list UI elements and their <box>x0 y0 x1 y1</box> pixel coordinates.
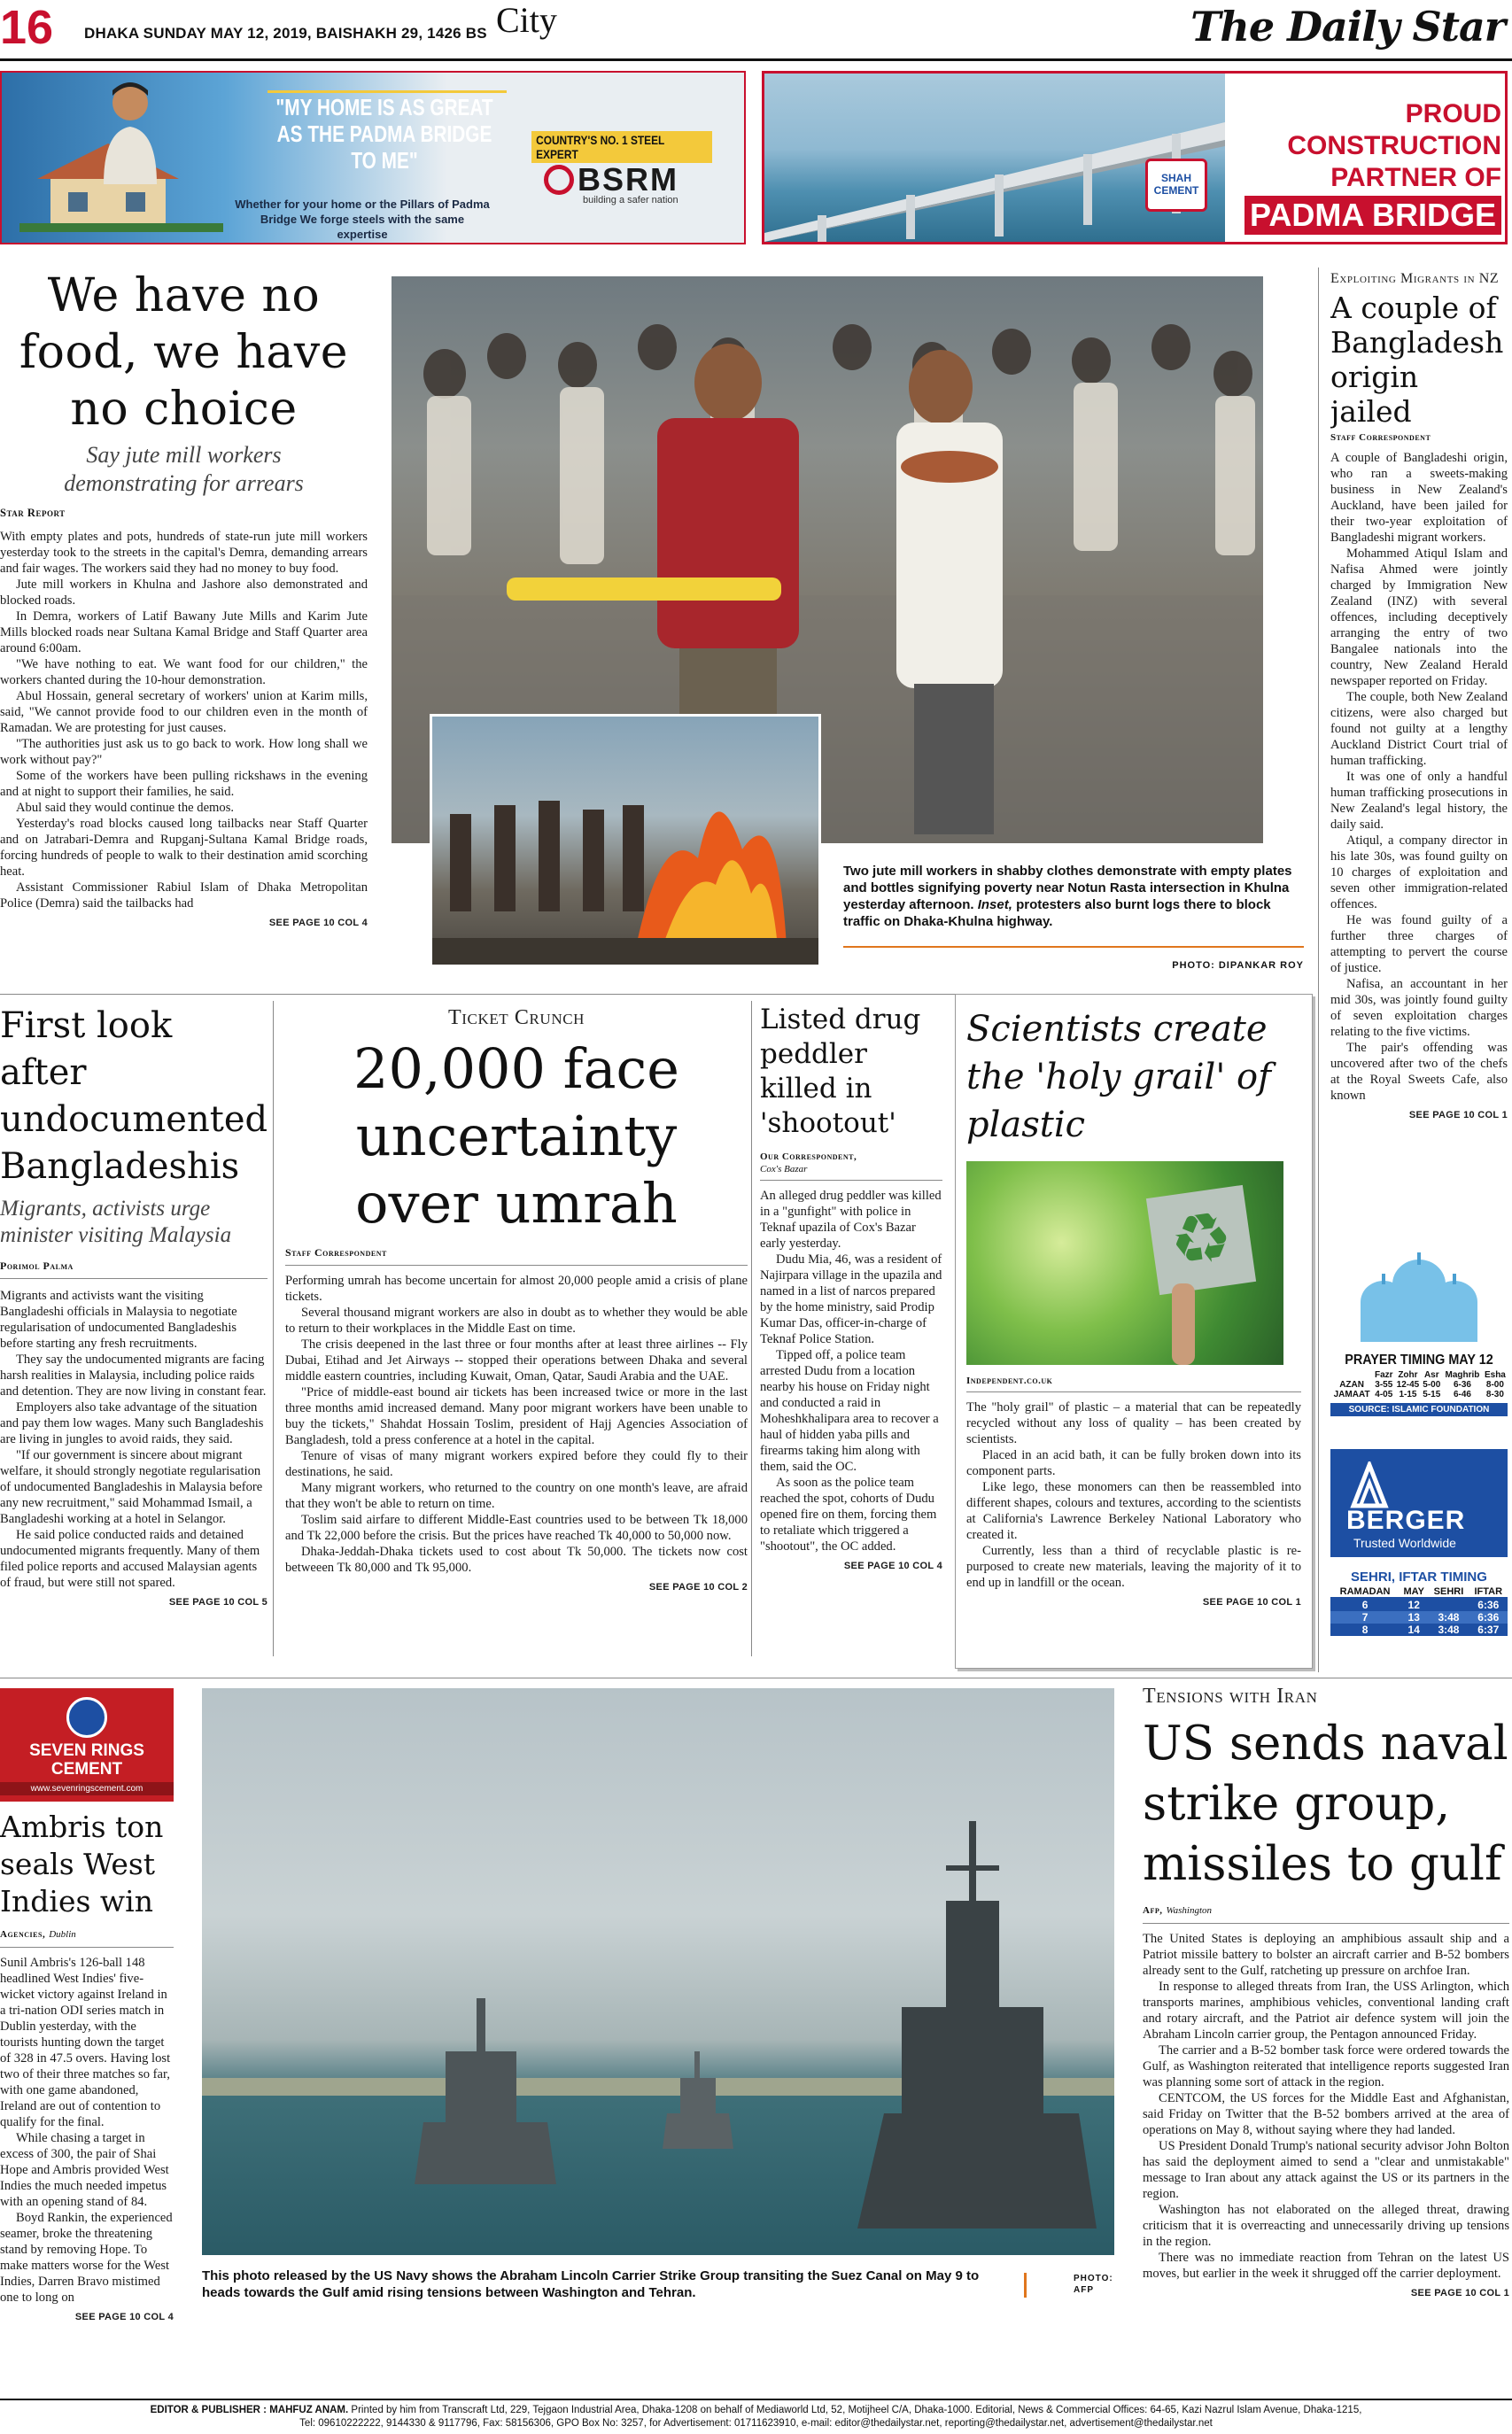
ad-person <box>99 78 161 184</box>
berger-advertisement[interactable] <box>1330 1449 1508 1557</box>
paragraph: As soon as the police team reached the spot, cohorts of Dudu opened fire on them, forcing them to retaliate which triggered a "shootout", the OC added. <box>760 1476 937 1554</box>
footer-rule <box>0 2399 1512 2400</box>
paragraph: The carrier and a B-52 bomber task force were ordered towards the Gulf, as Washington reiterated that intelligence reports suggested Iran was planning some sort of attack in the region. <box>1143 2043 1509 2089</box>
prayer-row <box>1330 1380 1508 1390</box>
prayer-header: Fazr <box>1375 1370 1393 1380</box>
paragraph: Placed in an acid bath, it can be fully broken down into its component parts. <box>966 1448 1301 1478</box>
body-drug <box>760 1188 942 1574</box>
caption-jute-lead: Two jute mill workers in shabby clothes demonstrate with empty plates and bottles signifying poverty near Notun Rasta intersection in Khulna yesterday afternoon. <box>843 864 1292 912</box>
article-umrah <box>285 1003 748 1667</box>
prayer-cell: AZAN <box>1339 1380 1364 1390</box>
shah-text-block <box>1232 98 1501 235</box>
see-page-malaysia: SEE PAGE 10 COL 5 <box>168 1597 268 1608</box>
prayer-header <box>1330 1370 1373 1380</box>
imprint-line-2: Tel: 09610222222, 9144330 & 9117796, Fax: 58156306, GPO Box No: 3257, for Advertisement: 01711623910, e-mail: editor@thedailystar.net, reporting@thedailystar.net, advertisement@thedailystar.net <box>299 2418 1213 2429</box>
shah-cement-advertisement[interactable] <box>762 71 1508 244</box>
sehri-cell: 6:37 <box>1477 1624 1500 1636</box>
paragraph: Tenure of visas of many migrant workers expired before they could fly to their destinations, he said. <box>285 1449 748 1479</box>
shah-line-3: PARTNER OF <box>1330 163 1501 192</box>
sehri-header-row <box>1330 1586 1508 1598</box>
paragraph: Assistant Commissioner Rabiul Islam of Dhaka Metropolitan Police (Demra) said the tailbacks had <box>0 880 368 911</box>
prayer-header: Maghrib <box>1445 1370 1480 1380</box>
see-page-umrah: SEE PAGE 10 COL 2 <box>648 1582 748 1593</box>
seven-rings-name: SEVEN RINGS CEMENT <box>29 1741 144 1779</box>
byline-rule <box>0 1278 268 1279</box>
berger-name: BERGER <box>1346 1506 1466 1535</box>
sehri-cell: 7 <box>1361 1611 1369 1624</box>
prayer-cell: 6-46 <box>1453 1390 1471 1399</box>
byline-rule <box>1143 1923 1509 1924</box>
seven-rings-advertisement[interactable] <box>0 1688 174 1802</box>
prayer-cell: JAMAAT <box>1333 1390 1370 1399</box>
bsrm-brand-name: BSRM <box>578 161 678 198</box>
paragraph: The couple, both New Zealand citizens, were also charged but found not guilty at a lengthy Auckland District Court trial of human trafficking. <box>1330 690 1508 768</box>
paragraph: Yesterday's road blocks caused long tailbacks near Staff Quarter and on Jatrabari-Demra and Rupganj-Sultana Kamal Bridge roads, forcing hundreds of people to walk to their destination amid scorching heat. <box>0 817 368 879</box>
inset-photo-burning-logs <box>430 714 821 967</box>
byline-cricket <box>0 1926 174 1942</box>
column-rule <box>273 1001 274 1656</box>
article-malaysia <box>0 1003 268 1667</box>
column-rule <box>751 1001 752 1656</box>
paragraph: In Demra, workers of Latif Bawany Jute Mills and Karim Jute Mills blocked roads near Sultana Kamal Bridge and Staff Quarter area around 6:00am. <box>0 609 368 655</box>
paragraph: A couple of Bangladeshi origin, who ran a sweets-making business in New Zealand's Auckland, have been jailed for their two-year exploitation of Bangladeshi migrant workers. <box>1330 451 1508 545</box>
prayer-cell: 1-15 <box>1399 1390 1417 1399</box>
prayer-table <box>1330 1370 1508 1399</box>
see-page-cricket: SEE PAGE 10 COL 4 <box>74 2312 174 2322</box>
sehri-table <box>1330 1586 1508 1636</box>
prayer-timing-box <box>1330 1249 1508 1448</box>
byline-iran-name: Afp, <box>1143 1905 1163 1916</box>
paragraph: He was found guilty of a further three charges of attempting to pervert the course of justice. <box>1330 913 1508 975</box>
sehri-header: IFTAR <box>1474 1586 1503 1597</box>
paragraph: Mohammed Atiqul Islam and Nafisa Ahmed were jointly charged by Immigration New Zealand (INZ) with several offences, including deceptively arranging the entry of two Bangalee nationals into the country, New Zealand Herald newspaper reported on Friday. <box>1330 546 1508 688</box>
body-jute <box>0 529 368 931</box>
shah-highlight: PADMA BRIDGE <box>1244 196 1501 235</box>
body-malaysia <box>0 1288 268 1610</box>
byline-cricket-name: Agencies, <box>0 1929 46 1940</box>
hand-graphic <box>1172 1283 1195 1365</box>
shah-line-1: PROUD <box>1405 99 1501 128</box>
photo-recycling-hand <box>966 1161 1283 1365</box>
recycling-card <box>1146 1185 1256 1295</box>
sehri-cell <box>1428 1598 1469 1611</box>
sehri-header: RAMADAN <box>1339 1586 1391 1597</box>
prayer-header-row <box>1330 1370 1508 1380</box>
column-rule <box>1318 267 1319 1672</box>
paragraph: It was one of only a handful human trafficking prosecutions in New Zealand's legal history, the daily said. <box>1330 770 1508 832</box>
byline-iran-place: Washington <box>1166 1905 1213 1916</box>
see-page-iran: SEE PAGE 10 COL 1 <box>1410 2288 1509 2298</box>
byline-rule <box>0 1947 174 1948</box>
prayer-cell: 5-15 <box>1423 1390 1441 1399</box>
subhead-jute: Say jute mill workers demonstrating for arrears <box>64 442 304 496</box>
paragraph: He said police conducted raids and detained undocumented migrants frequently. Many of them filed police reports and accused Malaysian agents of fraud, but were still not spared. <box>0 1528 260 1590</box>
caption-navy <box>202 2267 1017 2312</box>
article-nz <box>1330 271 1508 1228</box>
body-plastic <box>966 1399 1301 1610</box>
imprint-editor: EDITOR & PUBLISHER : MAHFUZ ANAM. <box>150 2405 349 2415</box>
sehri-cell: 14 <box>1407 1624 1420 1636</box>
paragraph: With empty plates and pots, hundreds of state-run jute mill workers yesterday took to the streets in the capital's Demra, demanding arrears and fair wages. The workers said they had no money to buy food. <box>0 530 368 576</box>
sehri-cell: 6 <box>1361 1599 1369 1611</box>
sehri-cell: 6:36 <box>1477 1611 1500 1624</box>
byline-iran <box>1143 1902 1509 1918</box>
bridge-image <box>764 74 1225 242</box>
bsrm-slogan-underline <box>268 90 507 93</box>
paragraph: In response to alleged threats from Iran, the USS Arlington, which transports marines, amphibious vehicles, conventional landing craft and rotary aircraft, and the Patriot air defence system will join the Abraham Lincoln carrier group, the Pentagon announced Friday. <box>1143 1980 1509 2042</box>
bsrm-footer: Whether for your home or the Pillars of Padma Bridge We forge steels with the same expertise <box>235 198 490 241</box>
mosque-domes-graphic <box>1330 1249 1508 1346</box>
paragraph: Some of the workers have been pulling rickshaws in the evening and at night to support their families, he said. <box>0 769 368 799</box>
prayer-cell: 5-00 <box>1423 1380 1441 1390</box>
paragraph: They say the undocumented migrants are facing harsh realities in Malaysia, including police raids and detention. They are now living in constant fear. <box>0 1353 267 1399</box>
caption-navy-text: This photo released by the US Navy shows the Abraham Lincoln Carrier Strike Group transiting the Suez Canal on May 9 to heads towards the Gulf amid rising tensions between Washington and Tehran. <box>202 2268 980 2300</box>
headline-plastic: Scientists create the 'holy grail' of plastic <box>966 1009 1271 1145</box>
headline-jute: We have no food, we have no choice <box>19 269 349 436</box>
bsrm-logo-icon <box>544 165 574 195</box>
berger-tagline: Trusted Worldwide <box>1353 1536 1456 1550</box>
prayer-title: PRAYER TIMING MAY 12 <box>1345 1353 1493 1368</box>
prayer-cell: 4-05 <box>1375 1390 1393 1399</box>
shah-logo-text: SHAH CEMENT <box>1153 172 1199 197</box>
bsrm-tag: COUNTRY'S NO. 1 STEEL EXPERT <box>531 131 712 163</box>
paragraph: Dhaka-Jeddah-Dhaka tickets used to cost about Tk 50,000. The tickets now cost betweeen Tk 80,000 and Tk 95,000. <box>285 1545 748 1575</box>
paragraph: Washington has not elaborated on the alleged threat, drawing criticism that it is overreacting and unnecessarily driving up tensions in the region. <box>1143 2203 1509 2249</box>
sehri-row <box>1330 1611 1508 1624</box>
paragraph: Dudu Mia, 46, was a resident of Najirpara village in the upazila and named in a list of narcos prepared by the home ministry, said Prodip Kumar Das, officer-in-charge of Teknaf Police Station. <box>760 1252 942 1346</box>
article-iran <box>1143 1685 1509 2393</box>
headline-nz: A couple of Bangladesh origin jailed <box>1330 291 1504 429</box>
paragraph: Several thousand migrant workers are also in doubt as to whether they would be able to return to their workplaces in the Middle East on time. <box>285 1306 748 1336</box>
imprint-address: Printed by him from Transcraft Ltd, 229, Tejgaon Industrial Area, Dhaka-1208 on behalf of Mediaworld Ltd, 52, Motijheel C/A, Dhaka-1000. Editorial, News & Commercial Offices: 64-65, Kazi Nazrul Islam Avenue, Dhaka-1215, <box>351 2405 1362 2415</box>
paragraph: Like lego, these monomers can then be reassembled into different shapes, colours and textures, according to the scientists at California's Lawrence Berkeley National Laboratory who created it. <box>966 1480 1301 1542</box>
paragraph: Sunil Ambris's 126-ball 148 headlined West Indies' five-wicket victory against Ireland in a tri-nation ODI series match in Dublin yesterday, with the tourists hunting down the target of 328 in 47.5 overs. Having lost two of their three matches so far, with one game abandoned, Ireland are out of contention to qualify for the final. <box>0 1956 171 2129</box>
sehri-cell: 13 <box>1407 1611 1420 1624</box>
masthead-rule <box>0 58 1512 61</box>
paragraph: The United States is deploying an amphibious assault ship and a Patriot missile battery to bolster an aircraft carrier and B-52 bombers already sent to the Gulf, ratcheting up pressure on archfoe Iran. <box>1143 1932 1509 1978</box>
sehri-row <box>1330 1624 1508 1636</box>
byline-rule <box>760 1180 942 1181</box>
subhead-malaysia: Migrants, activists urge minister visiting Malaysia <box>0 1197 232 1247</box>
body-iran <box>1143 1931 1509 2301</box>
article-plastic <box>955 994 1313 1669</box>
prayer-row <box>1330 1390 1508 1399</box>
caption-jute <box>843 863 1304 942</box>
sehri-row <box>1330 1598 1508 1611</box>
bsrm-brand <box>544 161 678 205</box>
sehri-cell: 8 <box>1361 1624 1369 1636</box>
sehri-cell: 12 <box>1407 1599 1420 1611</box>
caption-jute-text <box>843 863 1304 930</box>
paragraph: "We have nothing to eat. We want food for our children," the workers chanted during the 10-hour demonstration. <box>0 657 368 687</box>
paper-name-logo: The Daily Star <box>1190 3 1505 50</box>
paragraph: The "holy grail" of plastic – a material that can be repeatedly recycled without any loss of quality – has been created by scientists. <box>966 1400 1301 1446</box>
headline-cricket: Ambris ton seals West Indies win <box>0 1810 164 1919</box>
kicker-nz: Exploiting Migrants in NZ <box>1330 271 1500 286</box>
credit-plastic: Independent.co.uk <box>966 1376 1053 1386</box>
paragraph: Tipped off, a police team arrested Dudu from a location nearby his house on Friday night and conducted a raid in Moheshkhalipara area to recover a haul of hidden yaba pills and firearms taking him along with them, said the OC. <box>760 1348 939 1474</box>
paragraph: Toslim said airfare to different Middle-East countries used to be between Tk 18,000 and Tk 22,000 before the crisis. But the prices have reached Tk 40,000 to 50,000 now. <box>285 1513 748 1543</box>
photo-credit-navy: PHOTO: AFP <box>1074 2274 1113 2295</box>
byline-drug <box>760 1148 942 1174</box>
paragraph: An alleged drug peddler was killed in a "gunfight" with police in Teknaf upazila of Cox's Bazar early yesterday. <box>760 1189 942 1251</box>
headline-umrah: 20,000 face uncertainty over umrah <box>353 1036 679 1236</box>
paragraph: Employers also take advantage of the situation and pay them low wages. Many such Bangladeshis are living in jungles to avoid raids, they said. <box>0 1400 264 1446</box>
paragraph: Nafisa, an accountant in her mid 30s, was jointly found guilty of seven exploitation charges relating to the five victims. <box>1330 977 1508 1039</box>
headline-drug: Listed drug peddler killed in 'shootout' <box>760 1004 921 1139</box>
prayer-source: SOURCE: ISLAMIC FOUNDATION <box>1330 1403 1508 1416</box>
page-number: 16 <box>0 1 54 54</box>
paragraph: CENTCOM, the US forces for the Middle East and Afghanistan, said Friday on Twitter that the B-52 bombers arrived at the area of operations on May 8, without saying where they had landed. <box>1143 2091 1509 2137</box>
caption-jute-inset: Inset, <box>977 897 1012 912</box>
body-umrah <box>285 1273 748 1595</box>
photo-naval-strike-group <box>202 1688 1114 2255</box>
seven-rings-logo-icon <box>66 1697 107 1738</box>
caption-divider <box>1024 2273 1027 2298</box>
paragraph: Migrants and activists want the visiting Bangladeshi officials in Malaysia to negotiate regularisation of undocumented Bangladeshis before starting any fresh recruitments. <box>0 1289 237 1351</box>
paragraph: "If our government is sincere about migrant welfare, it should strongly negotiate regularisation of undocumented Bangladeshis in Malaysia before any new recruitment," said Mohammad Ismail, a Bangladeshi working at a hotel in Selangor. <box>0 1448 263 1526</box>
bsrm-advertisement[interactable] <box>0 71 746 244</box>
imprint-line-1 <box>0 2404 1512 2417</box>
see-page-jute: SEE PAGE 10 COL 4 <box>268 918 368 928</box>
prayer-cell: 8-00 <box>1485 1380 1504 1390</box>
bsrm-slogan: "MY HOME IS AS GREAT AS THE PADMA BRIDGE TO ME" <box>275 94 493 174</box>
paragraph: Performing umrah has become uncertain for almost 20,000 people amid a crisis of plane tickets. <box>285 1274 748 1304</box>
prayer-cell: 8-30 <box>1485 1390 1504 1399</box>
paragraph: "Price of middle-east bound air tickets has been increased twice or more in the last three months amid increased demand. Many poor migrant workers have been unable to buy the tickets," Shahdat Hossain Toslim, president of Hajj Agencies Association of Bangladesh, told a press conference at a hotel in the capital. <box>285 1385 748 1447</box>
paragraph: Abul Hossain, general secretary of workers' union at Karim mills, said, "We cannot provide food to our children even in the month of Ramadan. We are protesting for just causes. <box>0 689 368 735</box>
paragraph: Jute mill workers in Khulna and Jashore also demonstrated and blocked roads. <box>0 577 368 608</box>
imprint-footer <box>0 2404 1512 2434</box>
body-cricket <box>0 1955 174 2325</box>
byline-rule <box>285 1265 748 1266</box>
bsrm-brand-sub: building a safer nation <box>583 195 678 205</box>
caption-jute-rule <box>843 946 1304 948</box>
seven-rings-url: www.sevenringscement.com <box>0 1782 174 1795</box>
byline-jute: Star Report <box>0 507 66 519</box>
shah-line-2: CONSTRUCTION <box>1287 131 1501 160</box>
sehri-cell: 3:48 <box>1438 1611 1460 1624</box>
paragraph: Many migrant workers, who returned to the country on one month's leave, are afraid that they won't be able to return on time. <box>285 1481 748 1511</box>
headline-malaysia: First look after undocumented Bangladeshis <box>0 1005 268 1187</box>
paragraph: US President Donald Trump's national security advisor John Bolton has said the deployment aimed to send a "clear and unmistakable" message to Iran about any attack against the US or its partners in the region. <box>1143 2139 1509 2201</box>
masthead <box>0 0 1512 62</box>
dateline: DHAKA SUNDAY MAY 12, 2019, BAISHAKH 29, 1426 BS <box>84 25 487 42</box>
byline-umrah: Staff Correspondent <box>285 1246 387 1259</box>
sehri-cell: 3:48 <box>1438 1624 1460 1636</box>
body-nz <box>1330 450 1508 1123</box>
byline-drug-place: Cox's Bazar <box>760 1164 808 1174</box>
prayer-cell: 3-55 <box>1375 1380 1393 1390</box>
sehri-cell: 6:36 <box>1477 1599 1500 1611</box>
see-page-nz: SEE PAGE 10 COL 1 <box>1408 1110 1508 1120</box>
see-page-plastic: SEE PAGE 10 COL 1 <box>1202 1597 1301 1608</box>
paragraph: Currently, less than a third of recyclable plastic is re-purposed to create new materials, leaving the majority of it to end up in landfill or the ocean. <box>966 1544 1301 1590</box>
paragraph: Atiqul, a company director in his late 30s, was found guilty on 10 charges of exploitation and seven other immigration-related offences. <box>1330 833 1508 911</box>
paragraph: There was no immediate reaction from Tehran on the latest US moves, but earlier in the week it shrugged off the carrier deployment. <box>1143 2251 1509 2281</box>
byline-malaysia: Porimol Palma <box>0 1260 74 1272</box>
see-page-drug: SEE PAGE 10 COL 4 <box>843 1561 942 1571</box>
kicker-umrah: Ticket Crunch <box>447 1006 585 1029</box>
prayer-cell: 12-45 <box>1396 1380 1420 1390</box>
paragraph: "The authorities just ask us to go back to work. How long shall we work without pay?" <box>0 737 368 767</box>
sehri-header: MAY <box>1403 1586 1424 1597</box>
byline-drug-name: Our Correspondent, <box>760 1151 857 1162</box>
caption-jute-tail: protesters also burnt logs there to block traffic on Dhaka-Khulna highway. <box>843 897 1271 929</box>
article-jute <box>0 267 368 976</box>
sehri-title: SEHRI, IFTAR TIMING <box>1351 1570 1487 1585</box>
sehri-iftar-box <box>1330 1570 1508 1672</box>
sehri-header: SEHRI <box>1433 1586 1464 1597</box>
prayer-header: Asr <box>1423 1370 1439 1380</box>
headline-iran: US sends naval strike group, missiles to gulf <box>1143 1717 1508 1891</box>
byline-nz: Staff Correspondent <box>1330 432 1431 443</box>
article-drug <box>760 1003 942 1667</box>
paragraph: The crisis deepened in the last three or four months after at least three airlines -- Fly Dubai, Etihad and Jet Airways -- stopped their operations between Dhaka and several middle eastern countries, including Kuwait, Oman, Qatar, Saudi Arabia and the UAE. <box>285 1337 748 1384</box>
article-cricket <box>0 1809 174 2393</box>
recycle-icon: ♻ <box>1165 1196 1237 1284</box>
photo-credit-jute: PHOTO: DIPANKAR ROY <box>1172 960 1304 971</box>
paragraph: The pair's offending was uncovered after two of the chefs at the Royal Sweets Cafe, also known <box>1330 1041 1508 1103</box>
prayer-cell: 6-36 <box>1453 1380 1471 1390</box>
prayer-header: Zohr <box>1398 1370 1418 1380</box>
byline-rule <box>966 1391 1301 1392</box>
section-name: City <box>496 0 557 40</box>
paragraph: Abul said they would continue the demos. <box>16 801 235 815</box>
shah-logo-badge <box>1145 159 1207 212</box>
paragraph: While chasing a target in excess of 300, the pair of Shai Hope and Ambris provided West Indies the much needed impetus with an opening stand of 84. <box>0 2131 169 2209</box>
kicker-iran: Tensions with Iran <box>1143 1685 1318 1708</box>
prayer-header: Esha <box>1484 1370 1506 1380</box>
paragraph: Boyd Rankin, the experienced seamer, broke the threatening stand by removing Hope. To make matters worse for the West Indies, Darren Bravo mistimed one to long on <box>0 2211 173 2305</box>
byline-cricket-place: Dublin <box>49 1929 76 1940</box>
